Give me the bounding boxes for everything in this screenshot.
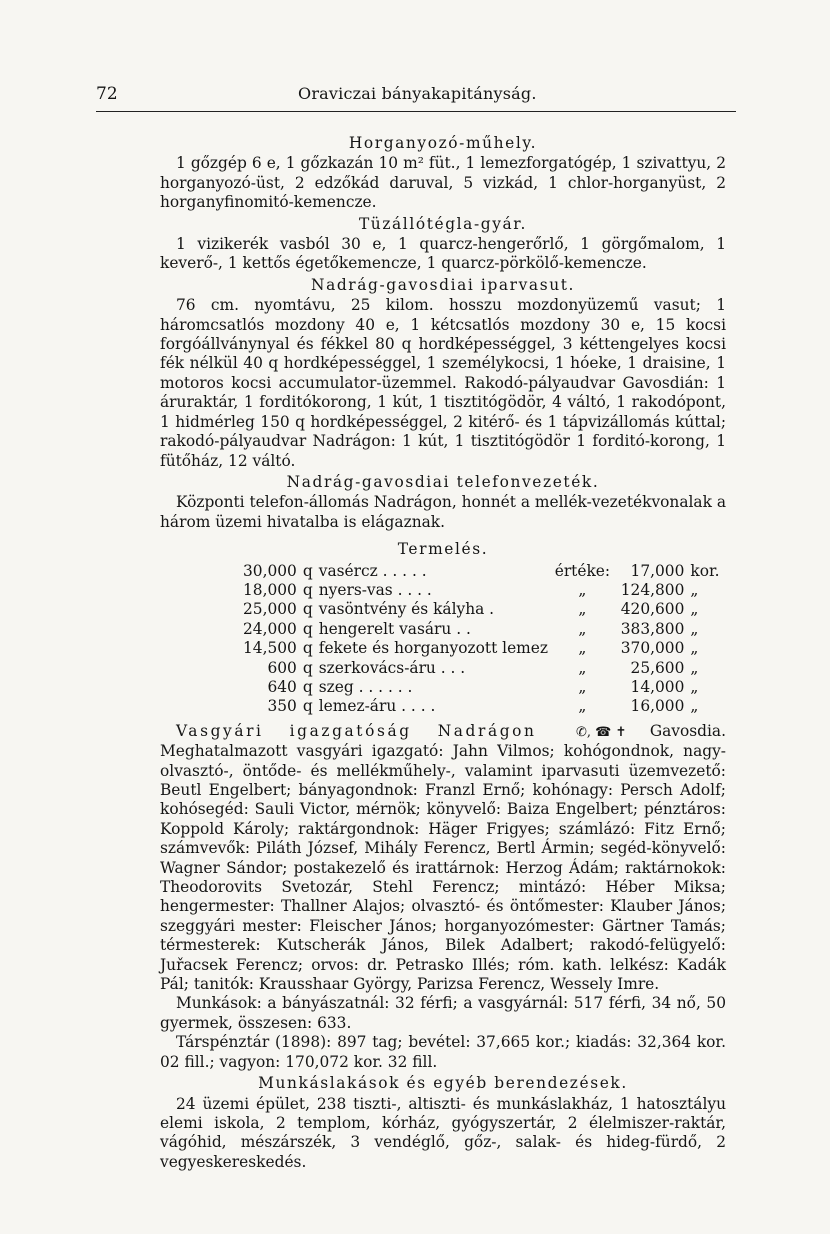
ditto-mark: „ [578, 677, 587, 696]
page-body [160, 132, 726, 1172]
production-quantity: 350 [267, 697, 297, 716]
postal-symbols: ✆, ☎ ✝ [576, 724, 627, 740]
igazgatosag-lead-tail: Gavosdia. [649, 721, 726, 740]
paragraph-telefon: Központi telefon-állomás Nadrágon, honnét a mellék-vezetékvonalak a három üzemi hivatalba is elágaznak. [160, 493, 726, 531]
production-value: 25,600 [630, 658, 685, 677]
production-row [240, 659, 726, 678]
heading-telefon: Nadrág-gavosdiai telefonvezeték. [286, 472, 600, 491]
production-quantity: 14,500 [243, 639, 297, 658]
production-currency: kor. [690, 561, 720, 580]
ditto-mark: „ [578, 619, 587, 638]
running-header [0, 84, 830, 114]
paragraph-horganyozo: 1 gőzgép 6 e, 1 gőzkazán 10 m² füt., 1 lemezforgatógép, 1 szivattyu, 2 horganyozó-üst, 2 edzőkád daruval, 5 vizkád, 1 chlor-horganyüst, 2 horganyfinomitó-kemencze. [160, 154, 726, 212]
ditto-mark: „ [578, 658, 587, 677]
production-currency: „ [690, 697, 699, 716]
production-currency: „ [690, 639, 699, 658]
header-rule [96, 111, 736, 112]
production-row [240, 581, 726, 600]
production-quantity: 18,000 [243, 580, 297, 599]
production-unit: q [302, 561, 313, 580]
production-row [240, 678, 726, 697]
production-row [240, 562, 726, 581]
production-currency: „ [690, 677, 699, 696]
paragraph-tarspenztar: Társpénztár (1898): 897 tag; bevétel: 37,665 kor.; kiadás: 32,364 kor. 02 fill.; vagyon: 170,072 kor. 32 fill. [160, 1033, 726, 1071]
production-item: lemez-áru . . . . [318, 697, 436, 716]
production-value: 17,000 [630, 561, 685, 580]
heading-munkaslakasok: Munkáslakások és egyéb berendezések. [258, 1074, 628, 1093]
production-value: 383,800 [620, 619, 685, 638]
ditto-mark: „ [578, 697, 587, 716]
production-unit: q [302, 677, 313, 696]
heading-tuzallo: Tüzállótégla-gyár. [358, 214, 528, 233]
production-unit: q [302, 619, 313, 638]
igazgatosag-lead: Vasgyári igazgatóság Nadrágon [176, 721, 537, 740]
production-currency: „ [690, 600, 699, 619]
production-table [240, 562, 726, 717]
paragraph-tuzallo: 1 vizikerék vasból 30 e, 1 quarcz-hengerőrlő, 1 görgőmalom, 1 keverő-, 1 kettős égetőkemencze, 1 quarcz-pörkölő-kemencze. [160, 235, 726, 273]
heading-iparvasut: Nadrág-gavosdiai iparvasut. [311, 275, 575, 294]
paragraph-munkasok: Munkások: a bányászatnál: 32 férfi; a vasgyárnál: 517 férfi, 34 nő, 50 gyermek, összesen: 633. [160, 994, 726, 1032]
production-item: nyers-vas . . . . [318, 580, 432, 599]
production-item: vasöntvény és kályha . [318, 600, 495, 619]
production-row [240, 697, 726, 716]
production-value: 124,800 [620, 580, 685, 599]
production-currency: „ [690, 619, 699, 638]
production-quantity: 600 [267, 658, 297, 677]
production-row [240, 600, 726, 619]
ditto-mark: „ [578, 639, 587, 658]
production-value: 370,000 [620, 639, 685, 658]
ditto-mark: „ [578, 580, 587, 599]
production-unit: q [302, 600, 313, 619]
production-currency: „ [690, 658, 699, 677]
production-unit: q [302, 697, 313, 716]
production-item: vasércz . . . . . [318, 561, 427, 580]
production-value: 16,000 [630, 697, 685, 716]
production-item: fekete és horganyozott lemez [318, 639, 548, 658]
paragraph-igazgatosag [160, 722, 726, 995]
ditto-mark: „ [578, 600, 587, 619]
production-quantity: 25,000 [243, 600, 297, 619]
paragraph-iparvasut: 76 cm. nyomtávu, 25 kilom. hosszu mozdonyüzemű vasut; 1 háromcsatlós mozdony 40 e, 1 kétcsatlós mozdony 30 e, 15 kocsi forgóállványnyal és fékkel 80 q hordképességgel, 3 kéttengelyes kocsi fék nélkül 40 q hordképességgel, 1 személykocsi, 1 hóeke, 1 draisine, 1 motoros kocsi accumulator-üzemmel. Rakodó-pályaudvar Gavosdián: 1 áruraktár, 1 forditókorong, 1 kút, 1 tisztitógödör, 4 váltó, 1 rakodópont, 1 hidmérleg 150 q hordképességgel, 2 kitérő- és 1 tápvizállomás kúttal; rakodó-pályaudvar Nadrágon: 1 kút, 1 tisztitógödör 1 forditó-korong, 1 fütőház, 12 váltó. [160, 296, 726, 470]
igazgatosag-text: Meghatalmazott vasgyári igazgató: Jahn Vilmos; kohógondnok, nagy-olvasztó-, öntőde- és mellékműhely-, valamint iparvasuti üzemvezető: Beutl Engelbert; bányagondnok: Franzl Ernő; kohónagy: Persch Adolf; kohósegéd: Sauli Victor, mérnök; könyvelő: Baiza Engelbert; pénztáros: Koppold Károly; raktárgondnok: Häger Frigyes; számlázó: Fitz Ernő; számvevők: Piláth József, Mihály Ferencz, Bertl Ármin; segéd-könyvelő: Wagner Sándor; postakezelő és irattárnok: Herzog Ádám; raktárnokok: Theodorovits Svetozár, Stehl Ferencz; mintázó: Héber Miksa; hengermester: Thallner Alajos; olvasztó- és öntőmester: Klauber János; szeggyári mester: Fleischer János; horganyozómester: Gärtner Tamás; térmesterek: Kutscherák János, Bilek Adalbert; rakodó-felügyelő: Juřacsek Ferencz; orvos: dr. Petrasko Illés; róm. kath. lelkész: Kadák Pál; tanitók: Krausshaar György, Parizsa Ferencz, Wessely Imre. [160, 742, 726, 994]
paragraph-munkaslakasok: 24 üzemi épület, 238 tiszti-, altiszti- és munkáslakház, 1 hatosztályu elemi iskola, 2 templom, kórház, gyógyszertár, 2 élelmiszer-raktár, vágóhid, mészárszék, 3 vendéglő, gőz-, salak- és hideg-fürdő, 2 vegyeskereskedés. [160, 1094, 726, 1171]
value-label: értéke: [554, 561, 611, 580]
production-quantity: 30,000 [243, 561, 297, 580]
page-number: 72 [96, 84, 118, 104]
production-row [240, 639, 726, 658]
heading-termeles: Termelés. [397, 540, 489, 559]
production-value: 420,600 [620, 600, 685, 619]
production-quantity: 640 [267, 677, 297, 696]
production-unit: q [302, 580, 313, 599]
production-item: hengerelt vasáru . . [318, 619, 471, 638]
production-item: szeg . . . . . . [318, 677, 413, 696]
heading-horganyozo: Horganyozó-műhely. [348, 134, 538, 152]
production-value: 14,000 [630, 677, 685, 696]
production-quantity: 24,000 [243, 619, 297, 638]
production-item: szerkovács-áru . . . [318, 658, 466, 677]
production-currency: „ [690, 580, 699, 599]
production-unit: q [302, 658, 313, 677]
production-unit: q [302, 639, 313, 658]
running-title: Oraviczai bányakapitányság. [298, 84, 537, 103]
production-row [240, 620, 726, 639]
